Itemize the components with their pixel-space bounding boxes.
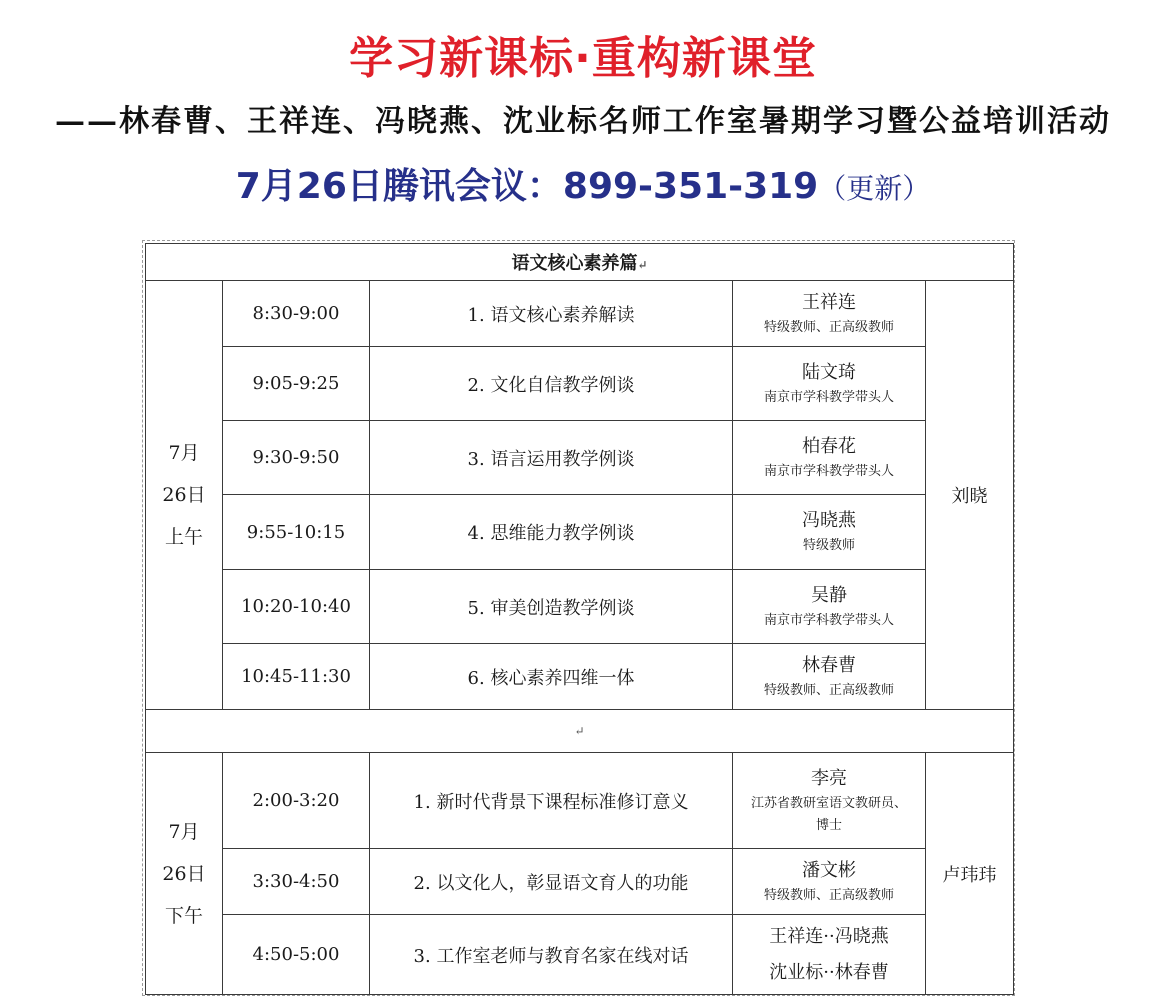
topic-cell: 2. 文化自信教学例谈 (370, 347, 733, 421)
table-row (146, 644, 1014, 710)
time-cell: 10:45-11:30 (223, 644, 370, 710)
speaker-cell (733, 281, 926, 347)
time-cell: 10:20-10:40 (223, 570, 370, 644)
speaker-name: 林春曹 (802, 654, 856, 676)
table-row (146, 421, 1014, 495)
page-subtitle: ——林春曹、王祥连、冯晓燕、沈业标名师工作室暑期学习暨公益培训活动 (55, 104, 1111, 139)
speaker-cell (733, 421, 926, 495)
afternoon-host-cell: 卢玮玮 (926, 753, 1014, 995)
page-title: 学习新课标·重构新课堂 (349, 33, 817, 84)
topic-cell: 3. 工作室老师与教育名家在线对话 (370, 915, 733, 995)
speaker-title: 南京市学科教学带头人 (763, 389, 894, 405)
topic-cell: 1. 语文核心素养解读 (370, 281, 733, 347)
speaker-name: 柏春花 (802, 435, 856, 457)
speaker-cell (733, 915, 926, 995)
time-cell: 3:30-4:50 (223, 849, 370, 915)
separator-row (146, 710, 1014, 753)
speaker-title: 南京市学科教学带头人 (763, 612, 894, 628)
speaker-cell (733, 849, 926, 915)
table-row (146, 570, 1014, 644)
meeting-info (0, 158, 1166, 209)
speaker-title: 江苏省教研室语文教研员、博士 (750, 795, 907, 833)
speaker-cell (733, 495, 926, 570)
speaker-name: 陆文琦 (802, 361, 856, 383)
table-row (146, 753, 1014, 849)
morning-host-cell: 刘晓 (926, 281, 1014, 710)
separator-cell: ↵ (146, 710, 1014, 753)
time-cell: 8:30-9:00 (223, 281, 370, 347)
time-cell: 4:50-5:00 (223, 915, 370, 995)
topic-cell: 5. 审美创造教学例谈 (370, 570, 733, 644)
speaker-name: 李亮 (811, 767, 847, 789)
speaker-cell (733, 644, 926, 710)
time-cell: 9:55-10:15 (223, 495, 370, 570)
speaker-title: 特级教师、正高级教师 (763, 682, 894, 698)
meeting-label: 7月26日腾讯会议：899-351-319 (235, 166, 819, 207)
topic-cell: 3. 语言运用教学例谈 (370, 421, 733, 495)
section-title: 语文核心素养篇↵ (146, 244, 1014, 281)
table-header-row (146, 244, 1014, 281)
speaker-name: 吴静 (811, 584, 847, 606)
topic-cell: 2. 以文化人，彰显语文育人的功能 (370, 849, 733, 915)
speaker-name-2: 沈业标··林春曹 (769, 961, 889, 983)
speaker-title: 特级教师、正高级教师 (763, 319, 894, 335)
speaker-name: 冯晓燕 (802, 510, 856, 531)
speaker-name: 王祥连··冯晓燕 (769, 925, 889, 947)
meeting-note: （更新） (818, 172, 931, 205)
table-row (146, 849, 1014, 915)
speaker-title: 特级教师 (802, 538, 855, 553)
topic-cell: 4. 思维能力教学例谈 (370, 495, 733, 570)
table-row (146, 347, 1014, 421)
speaker-title: 南京市学科教学带头人 (763, 463, 894, 479)
speaker-cell (733, 753, 926, 849)
time-cell: 2:00-3:20 (223, 753, 370, 849)
topic-cell: 1. 新时代背景下课程标准修订意义 (370, 753, 733, 849)
speaker-name: 潘文彬 (802, 859, 856, 881)
speaker-name: 王祥连 (802, 291, 856, 313)
table-row (146, 281, 1014, 347)
schedule-table (145, 243, 1014, 995)
speaker-cell (733, 570, 926, 644)
table-row (146, 495, 1014, 570)
morning-day-cell: 7月 26日 上午 (146, 281, 223, 710)
speaker-title: 特级教师、正高级教师 (763, 887, 894, 903)
table-row (146, 915, 1014, 995)
speaker-cell (733, 347, 926, 421)
afternoon-day-cell: 7月 26日 下午 (146, 753, 223, 995)
topic-cell: 6. 核心素养四维一体 (370, 644, 733, 710)
time-cell: 9:05-9:25 (223, 347, 370, 421)
time-cell: 9:30-9:50 (223, 421, 370, 495)
